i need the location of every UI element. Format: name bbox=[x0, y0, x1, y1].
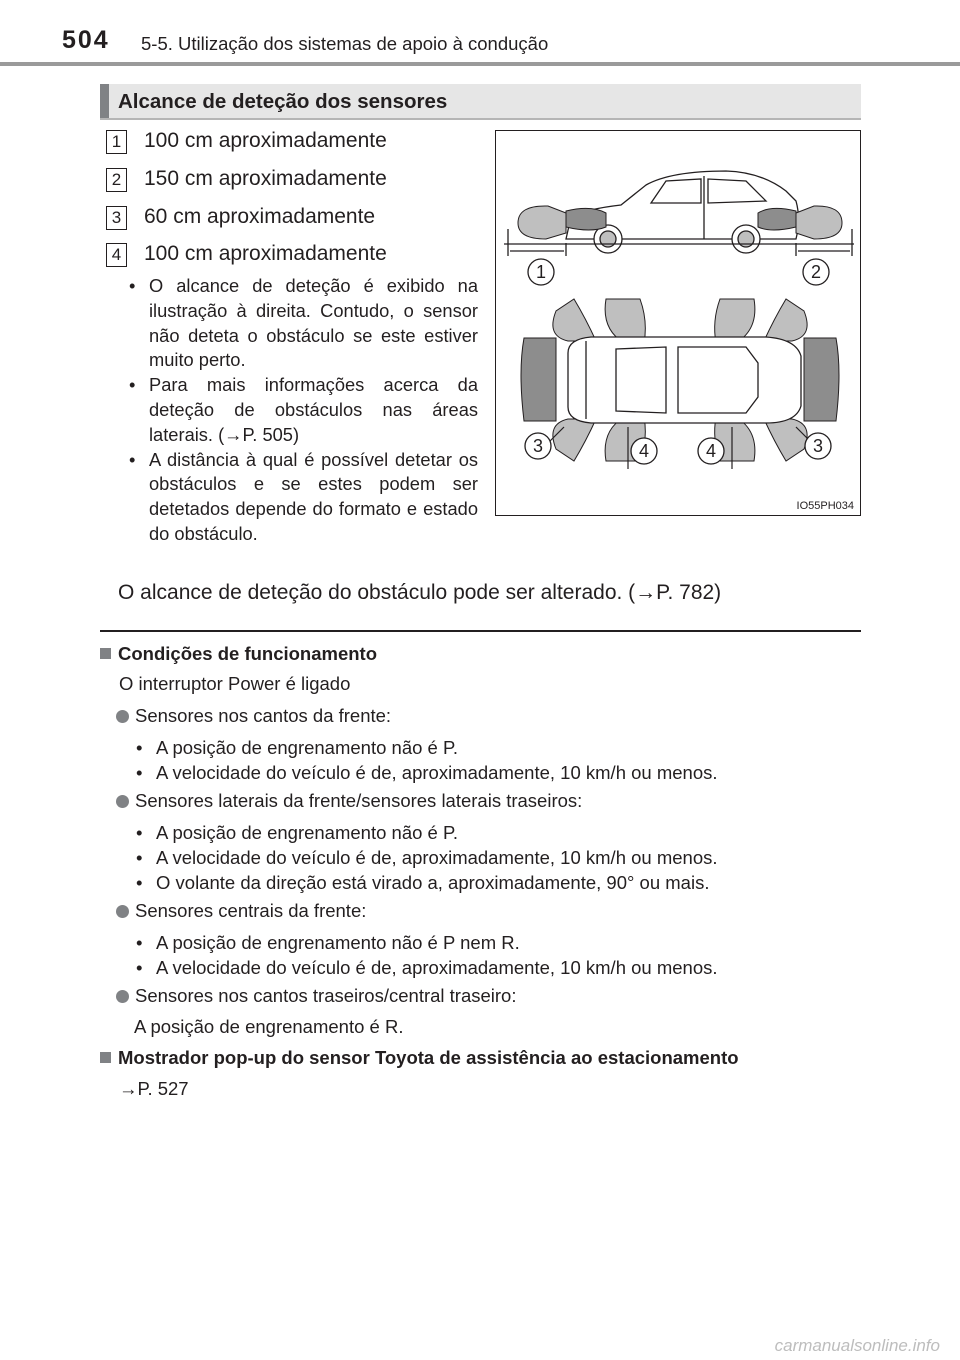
section-divider bbox=[100, 630, 861, 632]
figure-code: IO55PH034 bbox=[796, 500, 854, 512]
condition-group-title bbox=[116, 985, 516, 1007]
dot-bullet-icon bbox=[116, 795, 129, 808]
popup-heading bbox=[100, 1047, 739, 1069]
condition-group-title bbox=[116, 790, 582, 812]
dot-bullet-icon bbox=[116, 905, 129, 918]
conditions-heading-text: Condições de funcionamento bbox=[118, 643, 378, 664]
group-title-text: Sensores nos cantos traseiros/central traseiro: bbox=[135, 985, 517, 1006]
section-title-bar bbox=[100, 84, 861, 120]
condition-item: • A velocidade do veículo é de, aproximadamente, 10 km/h ou menos. bbox=[156, 762, 718, 784]
svg-text:3: 3 bbox=[812, 436, 824, 456]
running-head: 5-5. Utilização dos sistemas de apoio à condução bbox=[141, 33, 549, 54]
note-bullet: • O alcance de deteção é exibido na ilustração à direita. Contudo, o sensor não deteta o obstáculo se este estiver muito perto. bbox=[127, 274, 478, 373]
condition-item: • A posição de engrenamento não é P. bbox=[156, 737, 458, 759]
svg-text:4: 4 bbox=[638, 441, 650, 461]
svg-text:2: 2 bbox=[810, 262, 822, 282]
section-title: Alcance de deteção dos sensores bbox=[118, 90, 448, 113]
group-title-text: Sensores centrais da frente: bbox=[135, 900, 367, 921]
section-tab-marker bbox=[100, 84, 109, 118]
item-number-box: 4 bbox=[106, 243, 127, 267]
note-bullet: • Para mais informações acerca da deteção de obstáculos nas áreas laterais. (→P. 505) bbox=[127, 373, 478, 447]
popup-heading-text: Mostrador pop-up do sensor Toyota de assistência ao estacionamento bbox=[118, 1047, 739, 1068]
condition-group-title bbox=[116, 900, 366, 922]
item-number-box: 3 bbox=[106, 206, 127, 230]
item-text: 100 cm aproximadamente bbox=[144, 242, 387, 265]
callout-circles bbox=[528, 259, 829, 285]
group-title-text: Sensores nos cantos da frente: bbox=[135, 705, 392, 726]
item-number-box: 1 bbox=[106, 130, 127, 154]
svg-text:4: 4 bbox=[705, 441, 717, 461]
condition-item: • A velocidade do veículo é de, aproximadamente, 10 km/h ou menos. bbox=[156, 957, 718, 979]
square-bullet-icon bbox=[100, 648, 111, 659]
svg-text:3: 3 bbox=[532, 436, 544, 456]
sensor-diagram bbox=[496, 131, 862, 517]
conditions-intro: O interruptor Power é ligado bbox=[119, 673, 351, 694]
header-rule bbox=[0, 62, 960, 66]
group-title-text: Sensores laterais da frente/sensores laterais traseiros: bbox=[135, 790, 583, 811]
square-bullet-icon bbox=[100, 1052, 111, 1063]
note-bullet: • A distância à qual é possível detetar os obstáculos e se estes podem ser detetados depende do formato e estado do obstáculo. bbox=[127, 448, 478, 547]
conditions-heading bbox=[100, 643, 377, 665]
condition-item: • A velocidade do veículo é de, aproximadamente, 10 km/h ou menos. bbox=[156, 847, 718, 869]
page-number: 504 bbox=[62, 26, 110, 54]
item-text: 60 cm aproximadamente bbox=[144, 205, 376, 228]
condition-text: A posição de engrenamento é R. bbox=[134, 1016, 404, 1037]
item-text: 100 cm aproximadamente bbox=[144, 129, 387, 152]
condition-item: • A posição de engrenamento não é P. bbox=[156, 822, 458, 844]
item-text: 150 cm aproximadamente bbox=[144, 167, 387, 190]
condition-group-title bbox=[116, 705, 391, 727]
range-change-note: O alcance de deteção do obstáculo pode ser alterado. (→P. 782) bbox=[118, 581, 722, 604]
item-number-box: 2 bbox=[106, 168, 127, 192]
condition-item: • A posição de engrenamento não é P nem R. bbox=[156, 932, 520, 954]
popup-page-ref[interactable]: →P. 527 bbox=[119, 1078, 189, 1099]
condition-item: • O volante da direção está virado a, aproximadamente, 90° ou mais. bbox=[156, 872, 709, 894]
top-view-car bbox=[568, 337, 801, 423]
dot-bullet-icon bbox=[116, 710, 129, 723]
sensor-range-illustration bbox=[495, 130, 861, 516]
range-notes bbox=[127, 274, 478, 547]
svg-text:1: 1 bbox=[535, 262, 547, 282]
watermark: carmanualsonline.info bbox=[774, 1336, 940, 1355]
dot-bullet-icon bbox=[116, 990, 129, 1003]
